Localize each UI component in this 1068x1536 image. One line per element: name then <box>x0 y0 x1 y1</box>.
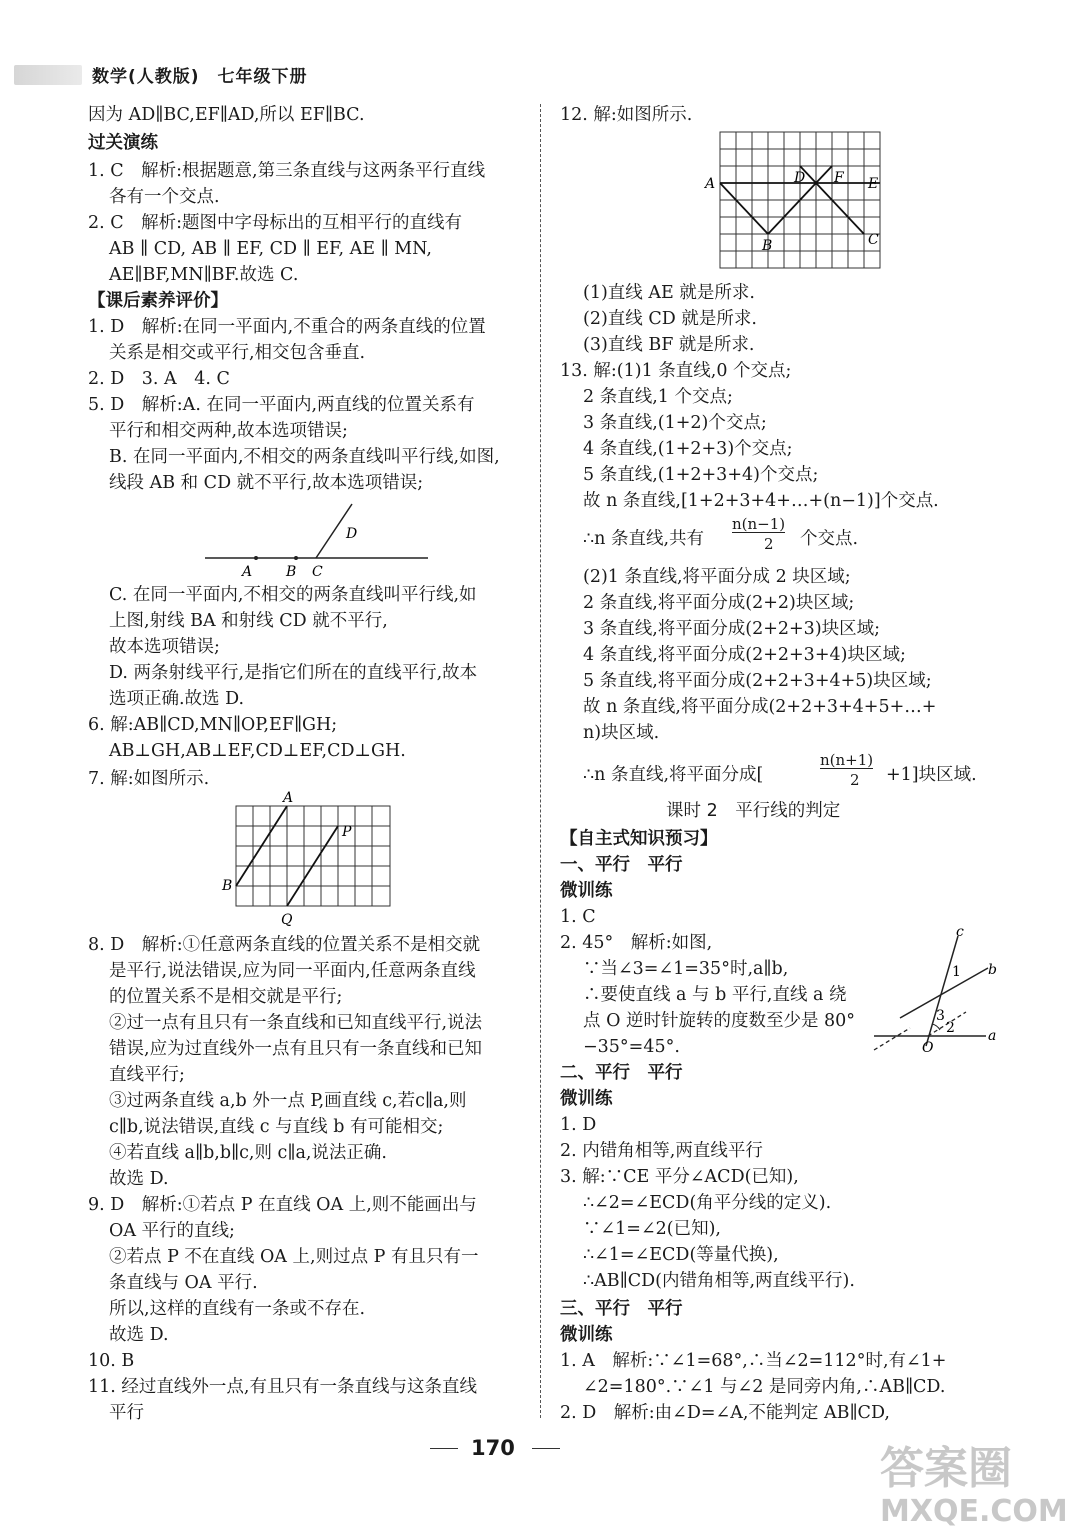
text-line: 2. C 解析:题图中字母标出的互相平行的直线有 <box>88 213 463 233</box>
label-b: b <box>988 962 997 978</box>
text-line: 故选 D. <box>109 1325 169 1345</box>
header-grade: 七年级下册 <box>217 67 308 87</box>
page-number: 170 <box>471 1436 515 1460</box>
figure-grid-12 <box>700 126 890 274</box>
label-b: B <box>222 878 233 894</box>
text-line: ∴n 条直线,将平面分成[ <box>583 765 764 785</box>
text-line: ∴n 条直线,共有 <box>583 529 705 549</box>
label-o: O <box>922 1040 934 1056</box>
text-line: 5. D 解析:A. 在同一平面内,两直线的位置关系有 <box>88 395 475 415</box>
text-line: ②若点 P 不在直线 OA 上,则过点 P 有且只有一 <box>109 1247 479 1267</box>
text-line: ∵∠1=∠2(已知), <box>583 1219 721 1239</box>
label-d: D <box>346 526 358 542</box>
section-heading: 三、平行 平行 <box>560 1299 683 1319</box>
text-line: 5 条直线,将平面分成(2+2+3+4+5)块区域; <box>583 671 932 691</box>
text-line: ③过两条直线 a,b 外一点 P,画直线 c,若c∥a,则 <box>109 1091 467 1111</box>
figure-angles <box>870 926 1002 1066</box>
fraction-numerator: n(n−1) <box>732 515 786 533</box>
text-line: 1. A 解析:∵∠1=68°,∴当∠2=112°时,有∠1+ <box>560 1351 947 1371</box>
text-line: 故 n 条直线,将平面分成(2+2+3+4+5+…+ <box>583 697 937 717</box>
text-line: 2. 内错角相等,两直线平行 <box>560 1141 763 1161</box>
header-subject: 数学(人教版) <box>92 67 200 87</box>
text-line: 关系是相交或平行,相交包含垂直. <box>109 343 366 363</box>
section-heading: 【课后素养评价】 <box>88 291 228 311</box>
label-b: B <box>762 238 773 254</box>
label-e: E <box>868 176 879 192</box>
text-line: ∴∠2=∠ECD(角平分线的定义). <box>583 1193 832 1213</box>
label-b: B <box>286 564 297 580</box>
text-line: 故 n 条直线,[1+2+3+4+…+(n−1)]个交点. <box>583 491 939 511</box>
text-line: 1. C 解析:根据题意,第三条直线与这两条平行直线 <box>88 161 486 181</box>
text-line: C. 在同一平面内,不相交的两条直线叫平行线,如 <box>109 585 477 605</box>
figure-rays <box>200 496 435 580</box>
label-a: a <box>988 1028 997 1044</box>
text-line: 个交点. <box>800 529 859 549</box>
text-line: AB⊥GH,AB⊥EF,CD⊥EF,CD⊥GH. <box>109 741 406 761</box>
watermark-logo: 答案圈 <box>880 1443 1012 1494</box>
label-d: D <box>794 170 806 186</box>
text-line: 点 O 逆时针旋转的度数至少是 80° <box>583 1011 856 1031</box>
label-a: A <box>705 176 716 192</box>
text-line: 1. D <box>560 1115 597 1135</box>
text-line: 所以,这样的直线有一条或不存在. <box>109 1299 366 1319</box>
text-line: 故选 D. <box>109 1169 169 1189</box>
section-heading: 【自主式知识预习】 <box>560 829 718 849</box>
text-line: 线段 AB 和 CD 就不平行,故本选项错误; <box>109 473 424 493</box>
watermark-url: MXQE.COM <box>880 1494 1068 1529</box>
text-line: 选项正确.故选 D. <box>109 689 245 709</box>
section-heading: 二、平行 平行 <box>560 1063 683 1083</box>
text-line: 1. D 解析:在同一平面内,不重合的两条直线的位置 <box>88 317 486 337</box>
section-heading: 微训练 <box>560 1325 613 1345</box>
label-a: A <box>242 564 253 580</box>
text-line: 2. 45° 解析:如图, <box>560 933 713 953</box>
text-line: 5 条直线,(1+2+3+4)个交点; <box>583 465 819 485</box>
text-line: 2 条直线,1 个交点; <box>583 387 733 407</box>
label-c: C <box>868 232 879 248</box>
text-line: 2. D 3. A 4. C <box>88 369 230 389</box>
text-line: 2. D 解析:由∠D=∠A,不能判定 AB∥CD, <box>560 1403 890 1423</box>
point-a <box>254 556 258 560</box>
label-f: F <box>834 170 844 186</box>
label-2: 2 <box>946 1020 955 1036</box>
text-line: 因为 AD∥BC,EF∥AD,所以 EF∥BC. <box>88 105 365 125</box>
text-line: AE∥BF,MN∥BF.故选 C. <box>109 265 299 285</box>
text-line: 13. 解:(1)1 条直线,0 个交点; <box>560 361 792 381</box>
line-b-extension <box>874 1028 910 1050</box>
label-1: 1 <box>952 964 961 980</box>
text-line: 10. B <box>88 1351 135 1371</box>
text-line: 8. D 解析:①任意两条直线的位置关系不是相交就 <box>88 935 481 955</box>
page-number-dash <box>430 1448 458 1449</box>
publisher-logo <box>14 65 82 85</box>
text-line: 故本选项错误; <box>109 637 220 657</box>
text-line: (2)直线 CD 就是所求. <box>583 309 757 329</box>
label-p: P <box>342 824 352 840</box>
text-line: 3 条直线,(1+2)个交点; <box>583 413 767 433</box>
text-line: n)块区域. <box>583 723 660 743</box>
text-line: c∥b,说法错误,直线 c 与直线 b 有可能相交; <box>109 1117 444 1137</box>
text-line: 4 条直线,(1+2+3)个交点; <box>583 439 793 459</box>
angle-arc <box>932 1024 940 1030</box>
text-line: ④若直线 a∥b,b∥c,则 c∥a,说法正确. <box>109 1143 387 1163</box>
text-line: 3. 解:∵CE 平分∠ACD(已知), <box>560 1167 799 1187</box>
fraction-denominator: 2 <box>764 535 774 553</box>
text-line: 各有一个交点. <box>109 187 220 207</box>
label-c: C <box>312 564 323 580</box>
label-c: c <box>956 924 964 940</box>
text-line: 是平行,说法错误,应为同一平面内,任意两条直线 <box>109 961 476 981</box>
text-line: (2)1 条直线,将平面分成 2 块区域; <box>583 567 851 587</box>
text-line: 直线平行; <box>109 1065 185 1085</box>
text-line: 条直线与 OA 平行. <box>109 1273 258 1293</box>
text-line: OA 平行的直线; <box>109 1221 235 1241</box>
page-number-dash <box>532 1448 560 1449</box>
text-line: D. 两条射线平行,是指它们所在的直线平行,故本 <box>109 663 478 683</box>
section-heading: 微训练 <box>560 881 613 901</box>
section-heading: 一、平行 平行 <box>560 855 683 875</box>
text-line: 7. 解:如图所示. <box>88 769 210 789</box>
text-line: ∴∠1=∠ECD(等量代换), <box>583 1245 779 1265</box>
fraction-denominator: 2 <box>850 771 860 789</box>
text-line: +1]块区域. <box>886 765 977 785</box>
text-line: ∴要使直线 a 与 b 平行,直线 a 绕 <box>583 985 847 1005</box>
text-line: B. 在同一平面内,不相交的两条直线叫平行线,如图, <box>109 447 500 467</box>
page-header <box>14 62 308 87</box>
text-line: 上图,射线 BA 和射线 CD 就不平行, <box>109 611 388 631</box>
text-line: 平行 <box>109 1403 144 1423</box>
text-line: 错误,应为过直线外一点有且只有一条直线和已知 <box>109 1039 483 1059</box>
text-line: (3)直线 BF 就是所求. <box>583 335 755 355</box>
text-line: 12. 解:如图所示. <box>560 105 693 125</box>
text-line: 平行和相交两种,故本选项错误; <box>109 421 348 441</box>
text-line: 1. C <box>560 907 596 927</box>
segment-ab <box>720 183 768 234</box>
grid <box>236 806 390 906</box>
text-line: 2 条直线,将平面分成(2+2)块区域; <box>583 593 855 613</box>
text-line: 的位置关系不是相交就是平行; <box>109 987 343 1007</box>
point-b <box>294 556 298 560</box>
section-heading: 过关演练 <box>88 133 158 153</box>
text-line: ∴AB∥CD(内错角相等,两直线平行). <box>583 1271 855 1291</box>
figure-grid-ap <box>218 788 398 930</box>
section-heading: 微训练 <box>560 1089 613 1109</box>
text-line: 3 条直线,将平面分成(2+2+3)块区域; <box>583 619 881 639</box>
text-line: AB ∥ CD, AB ∥ EF, CD ∥ EF, AE ∥ MN, <box>109 239 432 259</box>
label-q: Q <box>281 912 293 928</box>
text-line: 6. 解:AB∥CD,MN∥OP,EF∥GH; <box>88 715 338 735</box>
column-divider <box>540 104 541 1418</box>
text-line: 4 条直线,将平面分成(2+2+3+4)块区域; <box>583 645 906 665</box>
fraction-numerator: n(n+1) <box>820 751 874 769</box>
text-line: 11. 经过直线外一点,有且只有一条直线与这条直线 <box>88 1377 477 1397</box>
text-line: (1)直线 AE 就是所求. <box>583 283 755 303</box>
text-line: −35°=45°. <box>583 1037 680 1057</box>
text-line: ∵当∠3=∠1=35°时,a∥b, <box>583 959 789 979</box>
text-line: ②过一点有且只有一条直线和已知直线平行,说法 <box>109 1013 483 1033</box>
label-a: A <box>283 790 294 806</box>
text-line: 9. D 解析:①若点 P 在直线 OA 上,则不能画出与 <box>88 1195 477 1215</box>
label-3: 3 <box>936 1008 945 1024</box>
lesson-title: 课时 2 平行线的判定 <box>666 801 841 821</box>
text-line: ∠2=180°.∵∠1 与∠2 是同旁内角,∴AB∥CD. <box>583 1377 946 1397</box>
